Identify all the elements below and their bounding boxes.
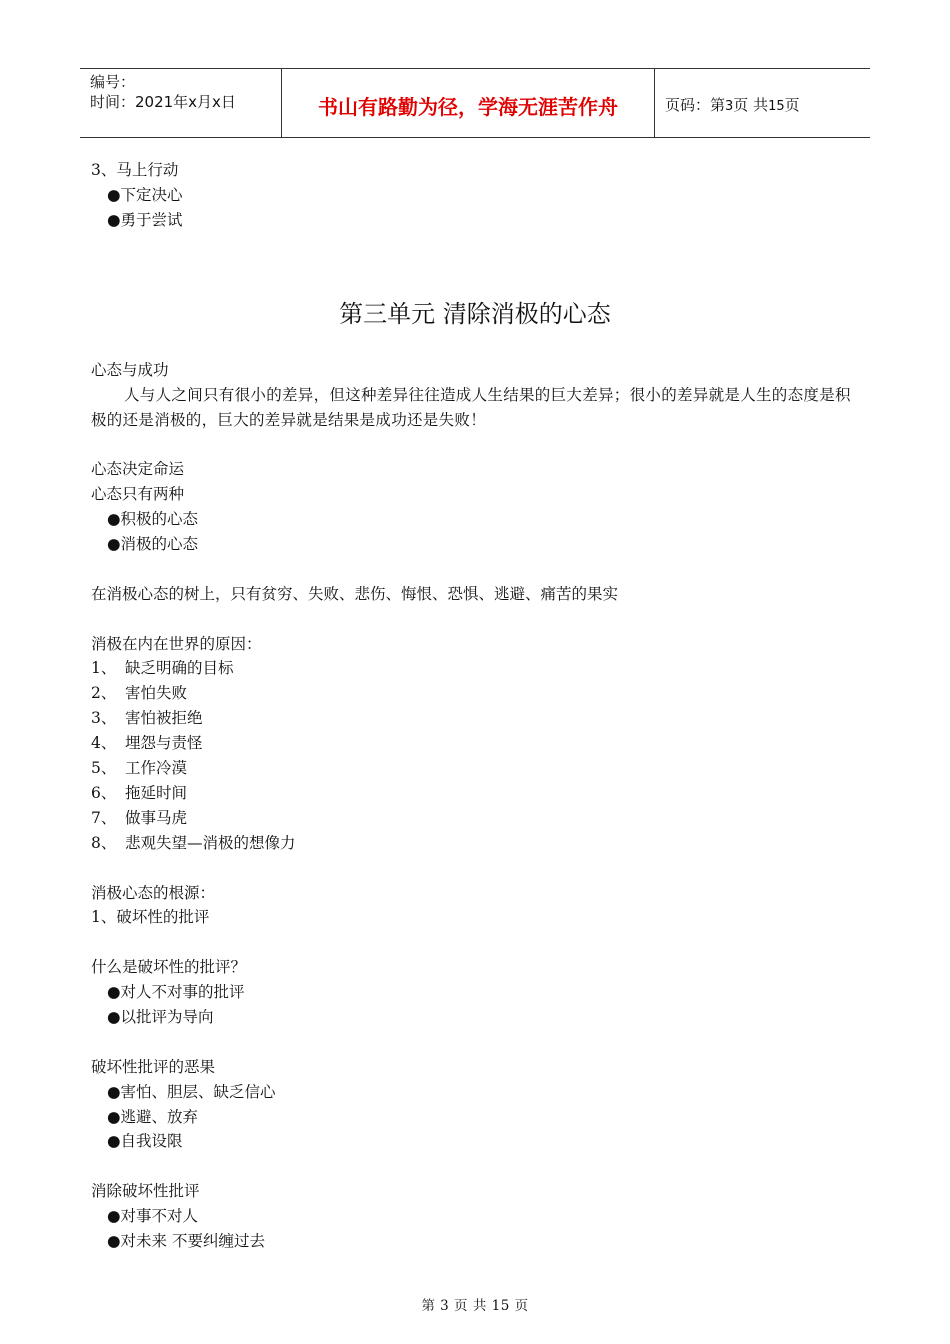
list-item: ●害怕、胆层、缺乏信心 <box>107 1083 276 1101</box>
page-header <box>80 68 870 138</box>
body-sentence: 在消极心态的树上，只有贫穷、失败、悲伤、悔恨、恐惧、逃避、痛苦的果实 <box>91 585 619 603</box>
list-item: ●逃避、放弃 <box>107 1108 199 1126</box>
numbered-item: 3、 害怕被拒绝 <box>91 709 203 727</box>
section-heading: 心态与成功 <box>91 361 169 379</box>
numbered-item: 6、 拖延时间 <box>91 784 188 802</box>
body-paragraph: 人与人之间只有很小的差异，但这种差异往往造成人生结果的巨大差异；很小的差异就是人生的态度是积极的还是消极的，巨大的差异就是结果是成功还是失败！ <box>91 386 851 429</box>
numbered-item: 1、破坏性的批评 <box>91 908 210 926</box>
header-page-cell <box>655 69 870 137</box>
time-label: 时间：2021年x月x日 <box>90 93 236 111</box>
section-heading: 破坏性批评的恶果 <box>91 1058 216 1076</box>
list-item: ●勇于尝试 <box>107 211 183 229</box>
numbered-item: 5、 工作冷漠 <box>91 759 188 777</box>
list-item: ●对人不对事的批评 <box>107 983 245 1001</box>
motto: 书山有路勤为径，学海无涯苦作舟 <box>318 95 618 119</box>
section-heading: 什么是破坏性的批评？ <box>91 958 247 976</box>
list-item: ●对未来 不要纠缠过去 <box>107 1232 265 1250</box>
section-heading: 心态决定命运 <box>91 460 185 478</box>
list-item: ●以批评为导向 <box>107 1008 214 1026</box>
sub-heading: 心态只有两种 <box>91 485 185 503</box>
section-heading: 消除破坏性批评 <box>91 1182 200 1200</box>
section-heading: 消极在内在世界的原因： <box>91 635 262 653</box>
serial-label: 编号： <box>90 73 136 91</box>
numbered-item: 8、 悲观失望—消极的想像力 <box>91 834 296 852</box>
unit-title: 第三单元 清除消极的心态 <box>339 300 611 328</box>
header-page-number: 页码：第3页 共15页 <box>665 96 800 114</box>
page-footer: 第 3 页 共 15 页 <box>421 1298 529 1314</box>
list-item: ●自我设限 <box>107 1132 183 1150</box>
numbered-item: 2、 害怕失败 <box>91 684 188 702</box>
list-item: ●消极的心态 <box>107 535 199 553</box>
list-item: ●对事不对人 <box>107 1207 199 1225</box>
numbered-item: 7、 做事马虎 <box>91 809 188 827</box>
header-info-cell <box>80 69 280 137</box>
section-heading: 3、马上行动 <box>91 161 179 179</box>
header-motto-cell <box>281 69 655 137</box>
section-heading: 消极心态的根源： <box>91 884 216 902</box>
list-item: ●积极的心态 <box>107 510 199 528</box>
numbered-item: 1、 缺乏明确的目标 <box>91 659 234 677</box>
numbered-item: 4、 埋怨与责怪 <box>91 734 203 752</box>
list-item: ●下定决心 <box>107 186 183 204</box>
